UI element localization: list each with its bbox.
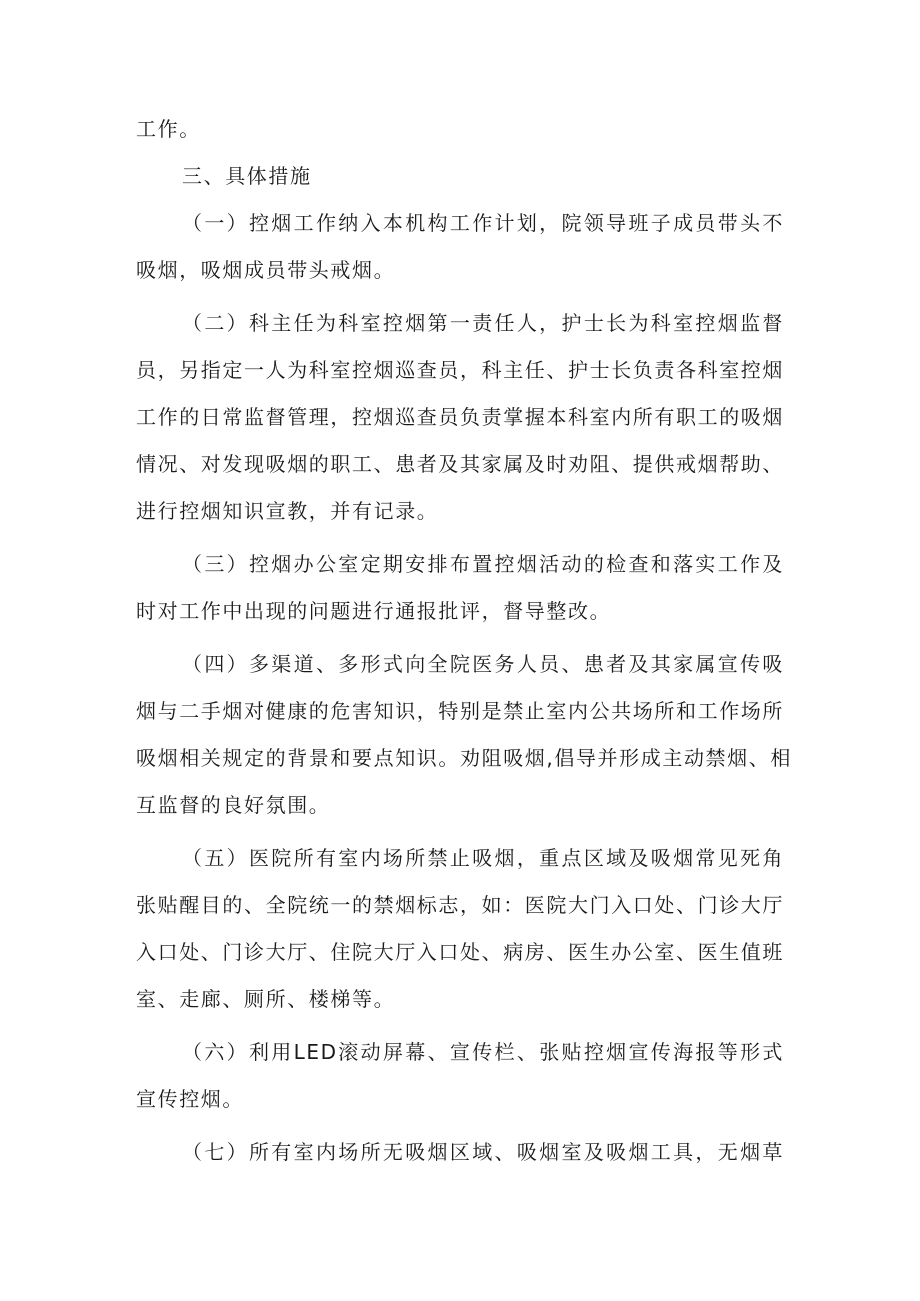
paragraph-6-line-2: 宣传控烟。 [136, 1087, 244, 1111]
paragraph-2-line-1: （二）科主任为科室控烟第一责任人，护士长为科室控烟监督 [182, 311, 784, 335]
paragraph-6-line-1: （六）利用LED滚动屏幕、宣传栏、张贴控烟宣传海报等形式 [182, 1040, 784, 1064]
section-heading: 三、具体措施 [182, 164, 312, 188]
paragraph-7-line-1: （七）所有室内场所无吸烟区域、吸烟室及吸烟工具，无烟草 [182, 1140, 784, 1164]
paragraph-4-line-4: 互监督的良好氛围。 [136, 793, 331, 817]
paragraph-5-line-4: 室、走廊、厕所、楼梯等。 [136, 987, 396, 1011]
paragraph-1-line-2: 吸烟，吸烟成员带头戒烟。 [136, 258, 396, 282]
paragraph-2-line-5: 进行控烟知识宣教，并有记录。 [136, 499, 439, 523]
paragraph-4-line-2: 烟与二手烟对健康的危害知识，特别是禁止室内公共场所和工作场所 [136, 699, 784, 723]
paragraph-5-line-1: （五）医院所有室内场所禁止吸烟，重点区域及吸烟常见死角 [182, 846, 784, 870]
paragraph-2-line-2: 员，另指定一人为科室控烟巡查员，科主任、护士长负责各科室控烟 [136, 358, 784, 382]
paragraph-3-line-2: 时对工作中出现的问题进行通报批评，督导整改。 [136, 599, 612, 623]
paragraph-2-line-3: 工作的日常监督管理，控烟巡查员负责掌握本科室内所有职工的吸烟 [136, 405, 784, 429]
paragraph-2-line-4: 情况、对发现吸烟的职工、患者及其家属及时劝阻、提供戒烟帮助、 [136, 452, 784, 476]
paragraph-5-line-3: 入口处、门诊大厅、住院大厅入口处、病房、医生办公室、医生值班 [136, 940, 784, 964]
paragraph-3-line-1: （三）控烟办公室定期安排布置控烟活动的检查和落实工作及 [182, 552, 784, 576]
paragraph-4-line-1: （四）多渠道、多形式向全院医务人员、患者及其家属宣传吸 [182, 652, 784, 676]
paragraph-5-line-2: 张贴醒目的、全院统一的禁烟标志，如：医院大门入口处、门诊大厅 [136, 893, 784, 917]
paragraph-1-line-1: （一）控烟工作纳入本机构工作计划，院领导班子成员带头不 [182, 211, 784, 235]
text-line-continuation: 工作。 [136, 117, 201, 141]
paragraph-4-line-3: 吸烟相关规定的背景和要点知识。劝阻吸烟,倡导并形成主动禁烟、相 [136, 746, 792, 770]
